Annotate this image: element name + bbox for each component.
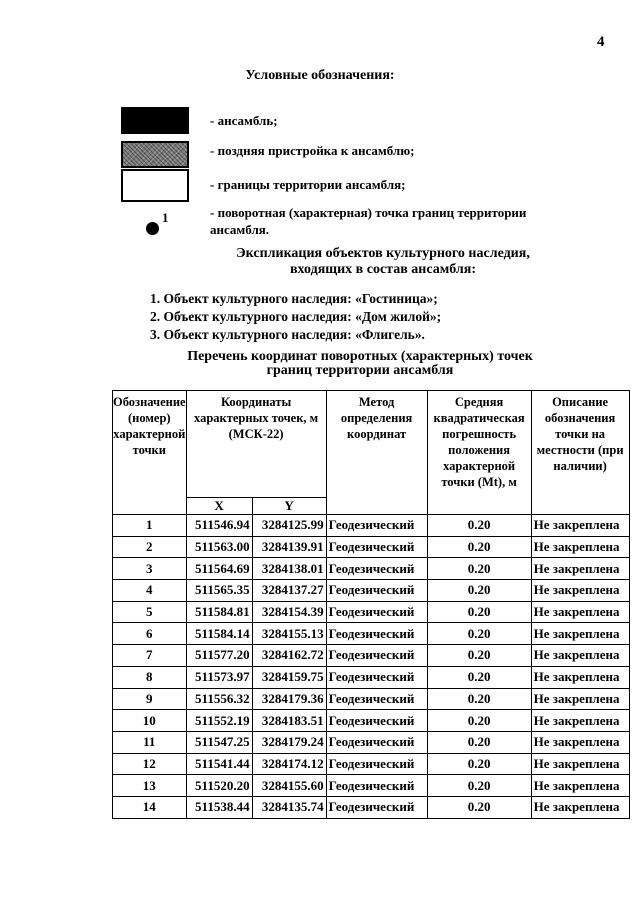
method-cell: Геодезический: [326, 515, 427, 537]
x-coordinate-cell: 511546.94: [186, 515, 252, 537]
y-coordinate-cell: 3284155.13: [252, 623, 326, 645]
x-coordinate-cell: 511541.44: [186, 753, 252, 775]
point-number-cell: 12: [113, 753, 187, 775]
y-coordinate-cell: 3284138.01: [252, 558, 326, 580]
point-number-cell: 8: [113, 666, 187, 688]
description-cell: Не закреплена: [531, 601, 629, 623]
method-cell: Геодезический: [326, 753, 427, 775]
legend-label-late-addition: - поздняя пристройка к ансамблю;: [210, 143, 415, 158]
table-row: [113, 731, 630, 753]
table-row: [113, 710, 630, 732]
header-y: Y: [252, 498, 326, 515]
table-row: [113, 753, 630, 775]
coordinates-table-body: [113, 515, 630, 819]
description-cell: Не закреплена: [531, 515, 629, 537]
y-coordinate-cell: 3284137.27: [252, 580, 326, 602]
table-row: [113, 580, 630, 602]
legend-label-turning-point: - поворотная (характерная) точка границ территории ансамбля.: [210, 205, 527, 237]
header-description: Описание обозначения точки на местности (при наличии): [531, 391, 629, 515]
point-number-cell: 11: [113, 731, 187, 753]
explication-item: 3. Объект культурного наследия: «Флигель».: [150, 327, 425, 342]
header-point-number: Обозначение (номер) характерной точки: [113, 391, 187, 515]
table-row: [113, 623, 630, 645]
y-coordinate-cell: 3284179.24: [252, 731, 326, 753]
coordinates-title-line1: Перечень координат поворотных (характерных) точек: [187, 349, 533, 364]
method-cell: Геодезический: [326, 796, 427, 818]
territory-boundary-symbol: [121, 169, 189, 202]
method-cell: Геодезический: [326, 623, 427, 645]
explication-item: 1. Объект культурного наследия: «Гостиница»;: [150, 291, 438, 306]
header-error: Средняя квадратическая погрешность положения характерной точки (Mt), м: [427, 391, 531, 515]
x-coordinate-cell: 511520.20: [186, 775, 252, 797]
x-coordinate-cell: 511565.35: [186, 580, 252, 602]
method-cell: Геодезический: [326, 580, 427, 602]
method-cell: Геодезический: [326, 666, 427, 688]
error-cell: 0.20: [427, 645, 531, 667]
error-cell: 0.20: [427, 558, 531, 580]
explication-title-line2: входящих в состав ансамбля:: [290, 262, 476, 277]
y-coordinate-cell: 3284125.99: [252, 515, 326, 537]
page-number: 4: [597, 34, 605, 50]
method-cell: Геодезический: [326, 731, 427, 753]
table-row: [113, 688, 630, 710]
point-number-cell: 9: [113, 688, 187, 710]
point-number-cell: 5: [113, 601, 187, 623]
late-addition-symbol: [121, 141, 189, 168]
legend-label-ensemble: - ансамбль;: [210, 113, 278, 128]
header-x: X: [186, 498, 252, 515]
description-cell: Не закреплена: [531, 796, 629, 818]
point-number-cell: 13: [113, 775, 187, 797]
turning-point-symbol-label: 1: [162, 210, 169, 225]
table-row: [113, 558, 630, 580]
method-cell: Геодезический: [326, 601, 427, 623]
explication-title-line1: Экспликация объектов культурного наследия,: [236, 246, 530, 261]
table-row: [113, 775, 630, 797]
error-cell: 0.20: [427, 623, 531, 645]
description-cell: Не закреплена: [531, 558, 629, 580]
error-cell: 0.20: [427, 753, 531, 775]
header-coordinates: Координаты характерных точек, м (МСК-22): [186, 391, 326, 498]
point-number-cell: 3: [113, 558, 187, 580]
table-row: [113, 796, 630, 818]
error-cell: 0.20: [427, 580, 531, 602]
point-number-cell: 2: [113, 536, 187, 558]
turning-point-symbol: [146, 222, 159, 235]
method-cell: Геодезический: [326, 688, 427, 710]
coordinates-table: [112, 390, 630, 819]
description-cell: Не закреплена: [531, 710, 629, 732]
description-cell: Не закреплена: [531, 536, 629, 558]
error-cell: 0.20: [427, 710, 531, 732]
point-number-cell: 14: [113, 796, 187, 818]
y-coordinate-cell: 3284179.36: [252, 688, 326, 710]
error-cell: 0.20: [427, 688, 531, 710]
method-cell: Геодезический: [326, 710, 427, 732]
description-cell: Не закреплена: [531, 623, 629, 645]
x-coordinate-cell: 511547.25: [186, 731, 252, 753]
point-number-cell: 7: [113, 645, 187, 667]
method-cell: Геодезический: [326, 645, 427, 667]
error-cell: 0.20: [427, 601, 531, 623]
y-coordinate-cell: 3284183.51: [252, 710, 326, 732]
table-row: [113, 536, 630, 558]
point-number-cell: 10: [113, 710, 187, 732]
legend-label-boundary: - границы территории ансамбля;: [210, 177, 406, 192]
explication-title: [0, 246, 640, 278]
x-coordinate-cell: 511538.44: [186, 796, 252, 818]
description-cell: Не закреплена: [531, 753, 629, 775]
x-coordinate-cell: 511577.20: [186, 645, 252, 667]
x-coordinate-cell: 511573.97: [186, 666, 252, 688]
y-coordinate-cell: 3284155.60: [252, 775, 326, 797]
table-row: [113, 666, 630, 688]
y-coordinate-cell: 3284139.91: [252, 536, 326, 558]
y-coordinate-cell: 3284159.75: [252, 666, 326, 688]
coordinates-title-line2: границ территории ансамбля: [266, 363, 454, 378]
error-cell: 0.20: [427, 666, 531, 688]
x-coordinate-cell: 511584.81: [186, 601, 252, 623]
description-cell: Не закреплена: [531, 731, 629, 753]
x-coordinate-cell: 511556.32: [186, 688, 252, 710]
description-cell: Не закреплена: [531, 666, 629, 688]
description-cell: Не закреплена: [531, 645, 629, 667]
error-cell: 0.20: [427, 796, 531, 818]
x-coordinate-cell: 511563.00: [186, 536, 252, 558]
error-cell: 0.20: [427, 731, 531, 753]
method-cell: Геодезический: [326, 775, 427, 797]
error-cell: 0.20: [427, 515, 531, 537]
y-coordinate-cell: 3284135.74: [252, 796, 326, 818]
method-cell: Геодезический: [326, 536, 427, 558]
error-cell: 0.20: [427, 775, 531, 797]
point-number-cell: 6: [113, 623, 187, 645]
table-row: [113, 515, 630, 537]
table-row: [113, 601, 630, 623]
x-coordinate-cell: 511564.69: [186, 558, 252, 580]
ensemble-symbol: [121, 107, 189, 134]
explication-list: [150, 290, 441, 344]
coordinates-table-title: [0, 350, 640, 378]
header-method: Метод определения координат: [326, 391, 427, 515]
x-coordinate-cell: 511552.19: [186, 710, 252, 732]
y-coordinate-cell: 3284162.72: [252, 645, 326, 667]
description-cell: Не закреплена: [531, 580, 629, 602]
legend-title: Условные обозначения:: [245, 68, 395, 83]
y-coordinate-cell: 3284154.39: [252, 601, 326, 623]
description-cell: Не закреплена: [531, 688, 629, 710]
point-number-cell: 1: [113, 515, 187, 537]
explication-item: 2. Объект культурного наследия: «Дом жилой»;: [150, 309, 442, 324]
y-coordinate-cell: 3284174.12: [252, 753, 326, 775]
table-row: [113, 645, 630, 667]
description-cell: Не закреплена: [531, 775, 629, 797]
x-coordinate-cell: 511584.14: [186, 623, 252, 645]
error-cell: 0.20: [427, 536, 531, 558]
method-cell: Геодезический: [326, 558, 427, 580]
point-number-cell: 4: [113, 580, 187, 602]
